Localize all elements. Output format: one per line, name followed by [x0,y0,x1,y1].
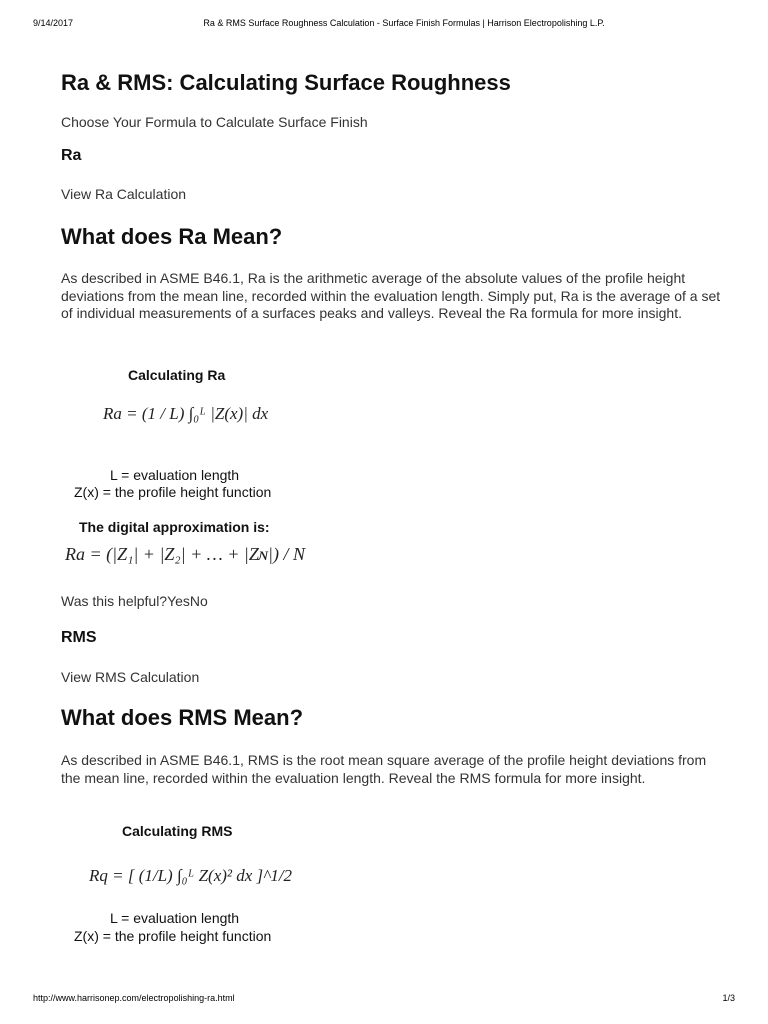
page-subtitle: Choose Your Formula to Calculate Surface Finish [61,114,368,130]
rms-heading: RMS [61,629,97,646]
page-url: http://www.harrisonep.com/electropolishing-ra.html [33,993,235,1003]
print-header [33,18,735,28]
ra-mean-heading: What does Ra Mean? [61,224,283,249]
ra-heading: Ra [61,147,82,164]
ra-description: As described in ASME B46.1, Ra is the arithmetic average of the absolute values of the profile height deviations from the mean line, recorded within the evaluation length. Simply put, Ra is the average of a set of individual measurements of a surfaces peaks and valleys. Reveal the Ra formula for more insight. [61,270,721,321]
rms-description: As described in ASME B46.1, RMS is the root mean square average of the profile height deviations from the mean line, recorded within the evaluation length. Reveal the RMS formula for more insight. [61,752,707,786]
view-rms-calculation-link[interactable]: View RMS Calculation [61,669,200,685]
helpful-feedback[interactable]: Was this helpful?YesNo [61,593,208,609]
article [61,70,721,323]
rms-formula: Rq = [ (1/L) ∫₀ᴸ Z(x)² dx ]^1/2 [89,866,293,885]
ra-calc-label: Calculating Ra [128,367,226,383]
print-title: Ra & RMS Surface Roughness Calculation - Surface Finish Formulas | Harrison Electropolishing L.P. [203,18,605,28]
ra-def-l: L = evaluation length [110,467,240,483]
page-title: Ra & RMS: Calculating Surface Roughness [61,70,511,95]
ra-formula-text: Ra = (1 / L) ∫₀ᴸ |Z(x)| dx [103,404,269,423]
view-ra-calculation-link[interactable]: View Ra Calculation [61,186,187,202]
ra-digital-formula: Ra = (|Z₁| + |Z₂| + … + |Zɴ|) / N [65,544,305,564]
ra-digital-label: The digital approximation is: [79,519,270,535]
rms-def-l: L = evaluation length [110,910,240,926]
rms-def-z: Z(x) = the profile height function [74,928,272,944]
ra-def-z: Z(x) = the profile height function [74,484,272,500]
ra-formula [103,404,268,424]
page-number: 1/3 [722,993,735,1003]
rms-mean-heading: What does RMS Mean? [61,705,304,730]
print-date: 9/14/2017 [33,18,74,28]
print-footer [33,993,735,1003]
rms-calc-label: Calculating RMS [122,823,233,839]
